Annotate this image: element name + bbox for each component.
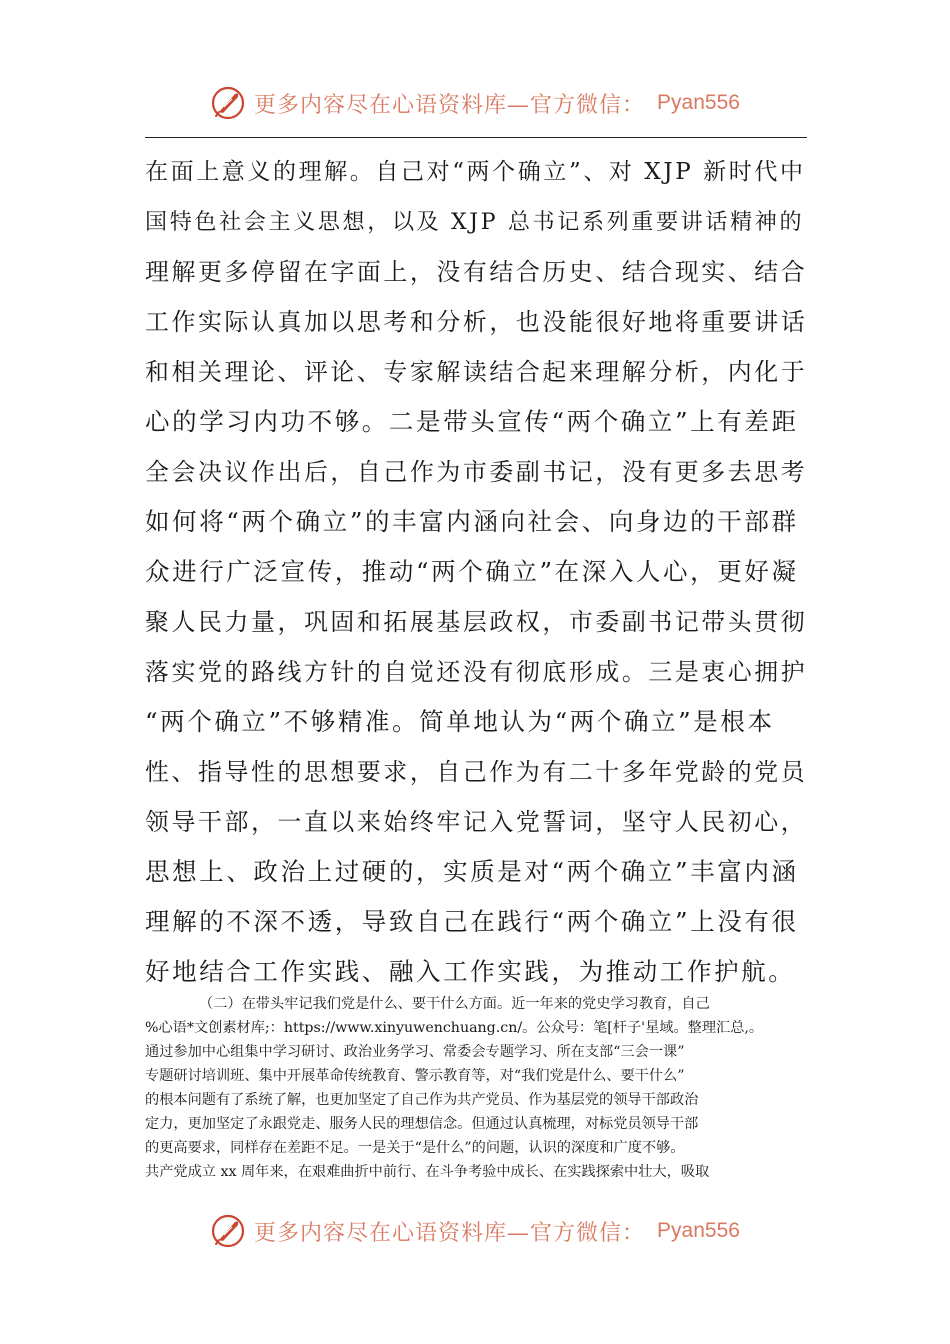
body-line: 性、指导性的思想要求，自己作为有二十多年党龄的党员	[145, 758, 808, 786]
section-heading-line: （二）在带头牢记我们党是什么、要干什么方面。近一年来的党史学习教育，自己	[199, 996, 710, 1012]
body-line: 在面上意义的理解。自己对“两个确立”、对 XJP 新时代中	[145, 159, 806, 185]
header-divider	[145, 137, 807, 138]
body-line: 心的学习内功不够。二是带头宣传“两个确立”上有差距	[145, 407, 799, 436]
quill-pen-logo-icon	[210, 1213, 246, 1249]
watermark-wechat-handle: Pyan556	[657, 91, 740, 114]
section-two-paragraph	[145, 992, 807, 1184]
small-line: %心语*文创素材库;：https://www.xinyuwenchuang.cn/。公众号：笔[杆子'星域。整理汇总,。	[145, 1020, 764, 1036]
quill-pen-logo-icon	[210, 85, 246, 121]
small-line: 专题研讨培训班、集中开展革命传统教育、警示教育等，对“我们党是什么、要干什么”	[145, 1068, 685, 1084]
body-line: 好地结合工作实践、融入工作实践，为推动工作护航。	[145, 957, 796, 986]
body-line: 如何将“两个确立”的丰富内涵向社会、向身边的干部群	[145, 507, 799, 536]
body-line: 全会决议作出后，自己作为市委副书记，没有更多去思考	[145, 458, 808, 486]
body-line: 和相关理论、评论、专家解读结合起来理解分析，内化于	[145, 358, 808, 386]
small-line: 通过参加中心组集中学习研讨、政治业务学习、常委会专题学习、所在支部“三会一课”	[145, 1044, 685, 1060]
body-line: 思想上、政治上过硬的，实质是对“两个确立”丰富内涵	[145, 857, 799, 886]
footer-watermark	[0, 1206, 950, 1256]
main-paragraph	[145, 147, 807, 997]
body-line: 领导干部，一直以来始终牢记入党誓词，坚守人民初心，	[145, 808, 808, 836]
body-line: 聚人民力量，巩固和拓展基层政权，市委副书记带头贯彻	[145, 608, 808, 636]
body-line: 理解更多停留在字面上，没有结合历史、结合现实、结合	[145, 258, 808, 286]
header-watermark	[0, 78, 950, 128]
watermark-text: 更多内容尽在心语资料库—官方微信：	[254, 92, 646, 118]
body-line: 理解的不深不透，导致自己在践行“两个确立”上没有很	[145, 907, 799, 936]
body-line: 工作实际认真加以思考和分析，也没能很好地将重要讲话	[145, 308, 808, 336]
body-line: “两个确立”不够精准。简单地认为“两个确立”是根本	[145, 707, 775, 736]
watermark-text: 更多内容尽在心语资料库—官方微信：	[254, 1220, 646, 1246]
body-line: 众进行广泛宣传，推动“两个确立”在深入人心，更好凝	[145, 557, 799, 586]
body-line: 落实党的路线方针的自觉还没有彻底形成。三是衷心拥护	[145, 658, 808, 686]
watermark-wechat-handle: Pyan556	[657, 1219, 740, 1242]
small-line: 定力，更加坚定了永跟党走、服务人民的理想信念。但通过认真梳理，对标党员领导干部	[145, 1116, 699, 1132]
small-line: 的更高要求，同样存在差距不足。一是关于“是什么”的问题，认识的深度和广度不够。	[145, 1140, 685, 1156]
small-line: 的根本问题有了系统了解，也更加坚定了自己作为共产党员、作为基层党的领导干部政治	[145, 1092, 699, 1108]
small-line: 共产党成立 xx 周年来，在艰难曲折中前行、在斗争考验中成长、在实践探索中壮大，吸取	[145, 1164, 710, 1180]
body-line: 国特色社会主义思想，以及 XJP 总书记系列重要讲话精神的	[145, 209, 805, 235]
